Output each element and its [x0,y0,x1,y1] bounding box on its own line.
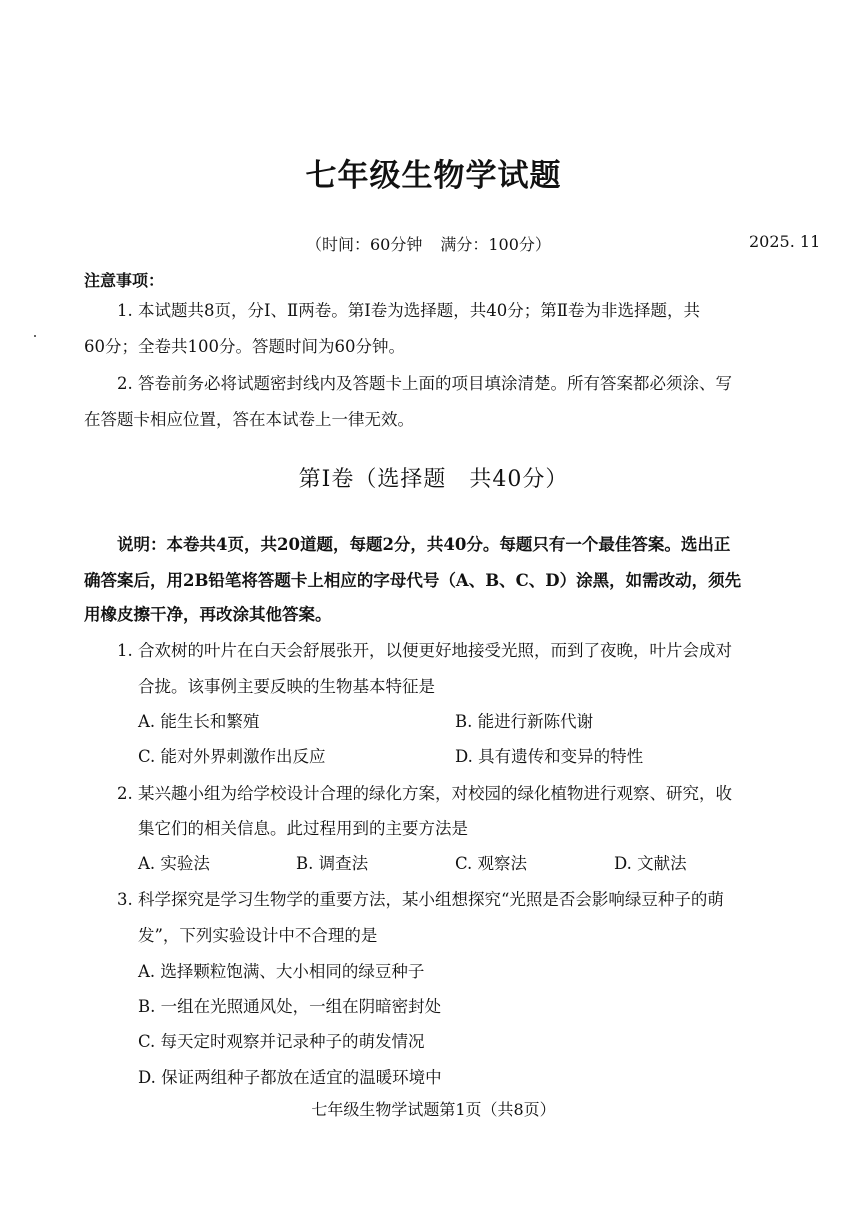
question-2-option-b: B. 调查法 [296,854,369,873]
full-score: 满分：100分） [440,235,551,254]
question-2-stem-line-1: 2. 某兴趣小组为给学校设计合理的绿化方案，对校园的绿化植物进行观察、研究，收 [117,784,732,803]
question-3-stem-line-1: 3. 科学探究是学习生物学的重要方法，某小组想探究“光照是否会影响绿豆种子的萌 [117,890,724,909]
notice-item-1-line-2: 60分；全卷共100分。答题时间为60分钟。 [84,337,405,356]
explanation-line-3: 用橡皮擦干净，再改涂其他答案。 [84,605,332,624]
explanation-line-1: 说明：本卷共4页，共20道题，每题2分，共40分。每题只有一个最佳答案。选出正 [117,535,731,554]
question-3-stem-line-2: 发”，下列实验设计中不合理的是 [138,926,378,945]
scan-speck [34,335,36,337]
question-2-stem-line-2: 集它们的相关信息。此过程用到的主要方法是 [138,819,468,838]
question-1-option-b: B. 能进行新陈代谢 [455,712,594,731]
question-2-option-a: A. 实验法 [138,854,210,873]
question-2-option-d: D. 文献法 [614,854,687,873]
question-3-option-b: B. 一组在光照通风处，一组在阴暗密封处 [138,997,442,1016]
notice-heading: 注意事项： [84,271,165,290]
explanation-line-2: 确答案后，用2B铅笔将答题卡上相应的字母代号（A、B、C、D）涂黑，如需改动，须先 [84,571,742,590]
question-1-stem-line-1: 1. 合欢树的叶片在白天会舒展张开，以便更好地接受光照，而到了夜晚，叶片会成对 [117,641,732,660]
notice-item-1-line-1: 1. 本试题共8页，分Ⅰ、Ⅱ两卷。第Ⅰ卷为选择题，共40分；第Ⅱ卷为非选择题，共 [117,301,700,320]
exam-title: 七年级生物学试题 [305,158,562,194]
question-3-option-c: C. 每天定时观察并记录种子的萌发情况 [138,1032,425,1051]
notice-item-2-line-2: 在答题卡相应位置，答在本试卷上一律无效。 [84,410,414,429]
question-1-option-c: C. 能对外界刺激作出反应 [138,747,326,766]
notice-item-2-line-1: 2. 答卷前务必将试题密封线内及答题卡上面的项目填涂清楚。所有答案都必须涂、写 [117,374,732,393]
question-1-stem-line-2: 合拢。该事例主要反映的生物基本特征是 [138,677,435,696]
exam-date: 2025. 11 [749,232,821,251]
question-3-option-a: A. 选择颗粒饱满、大小相同的绿豆种子 [138,962,425,981]
exam-subtitle [306,232,551,255]
question-2-option-c: C. 观察法 [455,854,528,873]
question-1-option-d: D. 具有遗传和变异的特性 [455,747,644,766]
section-title: 第Ⅰ卷（选择题 共40分） [298,467,569,492]
question-1-option-a: A. 能生长和繁殖 [138,712,260,731]
question-3-option-d: D. 保证两组种子都放在适宜的温暖环境中 [138,1068,442,1087]
page-footer: 七年级生物学试题第1页（共8页） [311,1100,556,1119]
time-limit: （时间：60分钟 [306,235,423,254]
